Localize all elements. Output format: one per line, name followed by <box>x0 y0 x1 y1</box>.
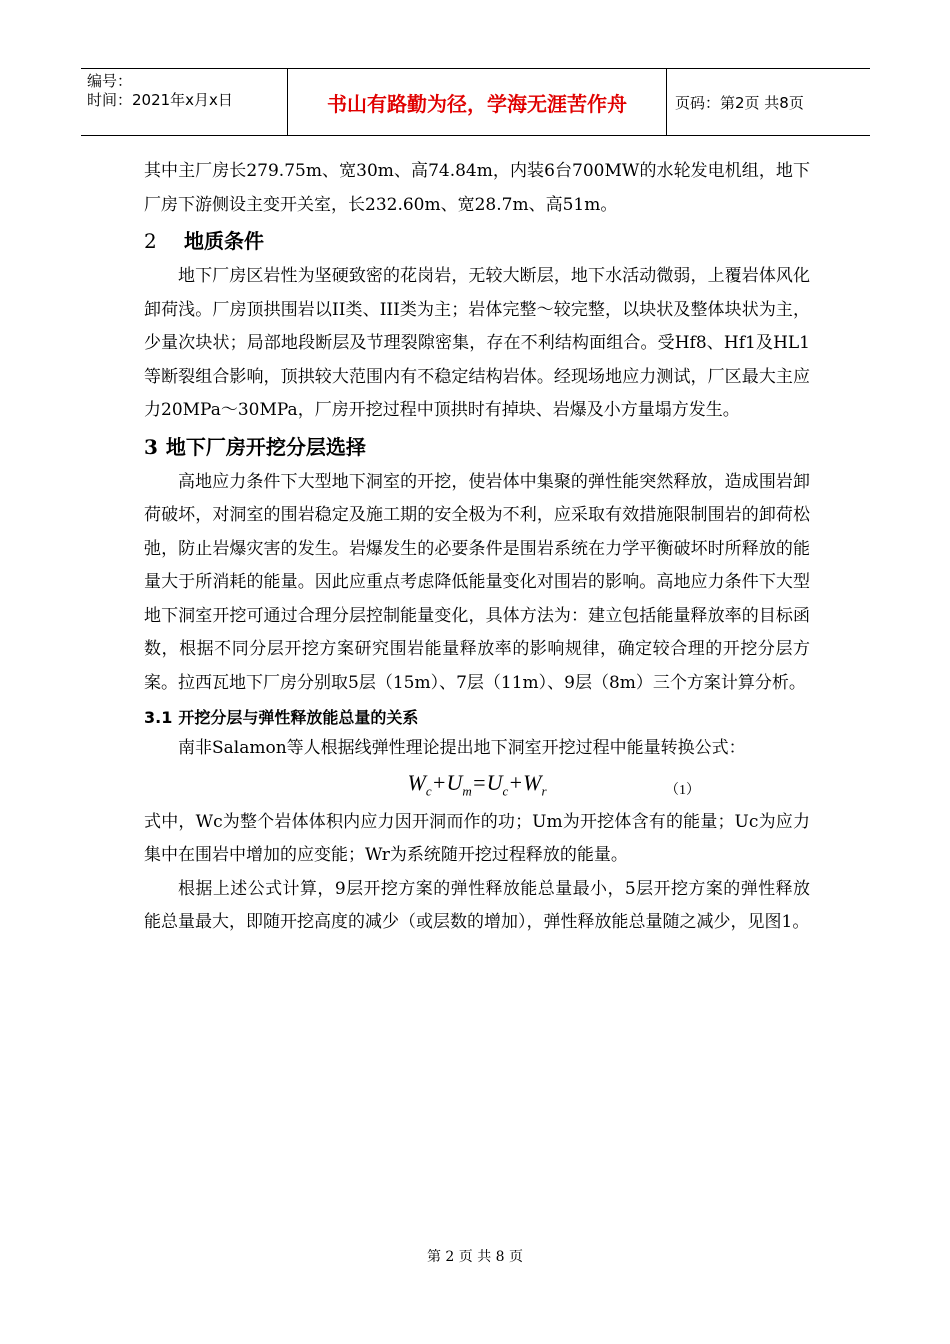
paragraph-result: 根据上述公式计算，9层开挖方案的弹性释放能总量最小，5层开挖方案的弹性释放能总量最大，即随开挖高度的减少（或层数的增加），弹性释放能总量随之减少，见图1。 <box>144 878 810 932</box>
section-number: 3 <box>144 434 158 459</box>
header-page-label: 页码：第2页 共8页 <box>675 93 804 112</box>
formula-plus2: + <box>508 769 524 795</box>
formula-sub-c2: c <box>502 782 509 798</box>
document-body <box>144 155 810 940</box>
subsection-number: 3.1 <box>144 708 173 727</box>
section-3-heading <box>144 428 810 466</box>
number-label: 编号： <box>87 72 133 90</box>
formula-sub-m: m <box>462 782 472 798</box>
section-2-heading <box>144 222 810 260</box>
section-3-1-heading <box>144 704 810 732</box>
formula-w2: W <box>523 769 542 795</box>
time-label: 时间：2021年x月x日 <box>87 91 233 109</box>
page-header <box>81 68 870 136</box>
formula-w: W <box>407 769 426 795</box>
section-title: 地下厂房开挖分层选择 <box>165 434 366 459</box>
page-footer: 第 2 页 共 8 页 <box>426 1249 524 1265</box>
paragraph-geology: 地下厂房区岩性为坚硬致密的花岗岩，无较大断层，地下水活动微弱，上覆岩体风化卸荷浅。厂房顶拱围岩以II类、III类为主；岩体完整～较完整，以块状及整体块状为主，少量次块状；局部地段断层及节理裂隙密集，存在不利结构面组合。受Hf8、Hf1及HL1等断裂组合影响，顶拱较大范围内有不稳定结构岩体。经现场地应力测试，厂区最大主应力20MPa～30MPa，厂房开挖过程中顶拱时有掉块、岩爆及小方量塌方发生。 <box>144 266 810 420</box>
header-motto: 书山有路勤为径，学海无涯苦作舟 <box>288 69 667 135</box>
formula-sub-c: c <box>425 782 432 798</box>
paragraph-intro: 其中主厂房长279.75m、宽30m、高74.84m，内装6台700MW的水轮发电机组，地下厂房下游侧设主变开关室，长232.60m、宽28.7m、高51m。 <box>144 161 810 215</box>
formula-plus: + <box>431 769 447 795</box>
formula-u: U <box>446 769 463 795</box>
formula-sub-r: r <box>541 782 547 798</box>
formula-equals: = <box>471 769 487 795</box>
paragraph-where: 式中，Wc为整个岩体体积内应力因开洞而作的功；Um为开挖体含有的能量；Uc为应力集中在围岩中增加的应变能；Wr为系统随开挖过程释放的能量。 <box>144 811 810 865</box>
section-number: 2 <box>144 229 157 253</box>
paragraph-layering: 高地应力条件下大型地下洞室的开挖，使岩体中集聚的弹性能突然释放，造成围岩卸荷破坏，对洞室的围岩稳定及施工期的安全极为不利，应采取有效措施限制围岩的卸荷松弛，防止岩爆灾害的发生。岩爆发生的必要条件是围岩系统在力学平衡破坏时所释放的能量大于所消耗的能量。因此应重点考虑降低能量变化对围岩的影响。高地应力条件下大型地下洞室开挖可通过合理分层控制能量变化，具体方法为：建立包括能量释放率的目标函数，根据不同分层开挖方案研究围岩能量释放率的影响规律，确定较合理的开挖分层方案。拉西瓦地下厂房分别取5层（15m）、7层（11m）、9层（8m）三个方案计算分析。 <box>144 471 810 693</box>
energy-formula <box>144 766 810 806</box>
header-meta <box>81 69 288 135</box>
paragraph-salamon: 南非Salamon等人根据线弹性理论提出地下洞室开挖过程中能量转换公式： <box>178 738 746 758</box>
section-title: 地质条件 <box>184 229 264 253</box>
formula-u2: U <box>486 769 503 795</box>
equation-number: （1） <box>665 782 700 798</box>
subsection-title: 开挖分层与弹性释放能总量的关系 <box>178 708 419 727</box>
